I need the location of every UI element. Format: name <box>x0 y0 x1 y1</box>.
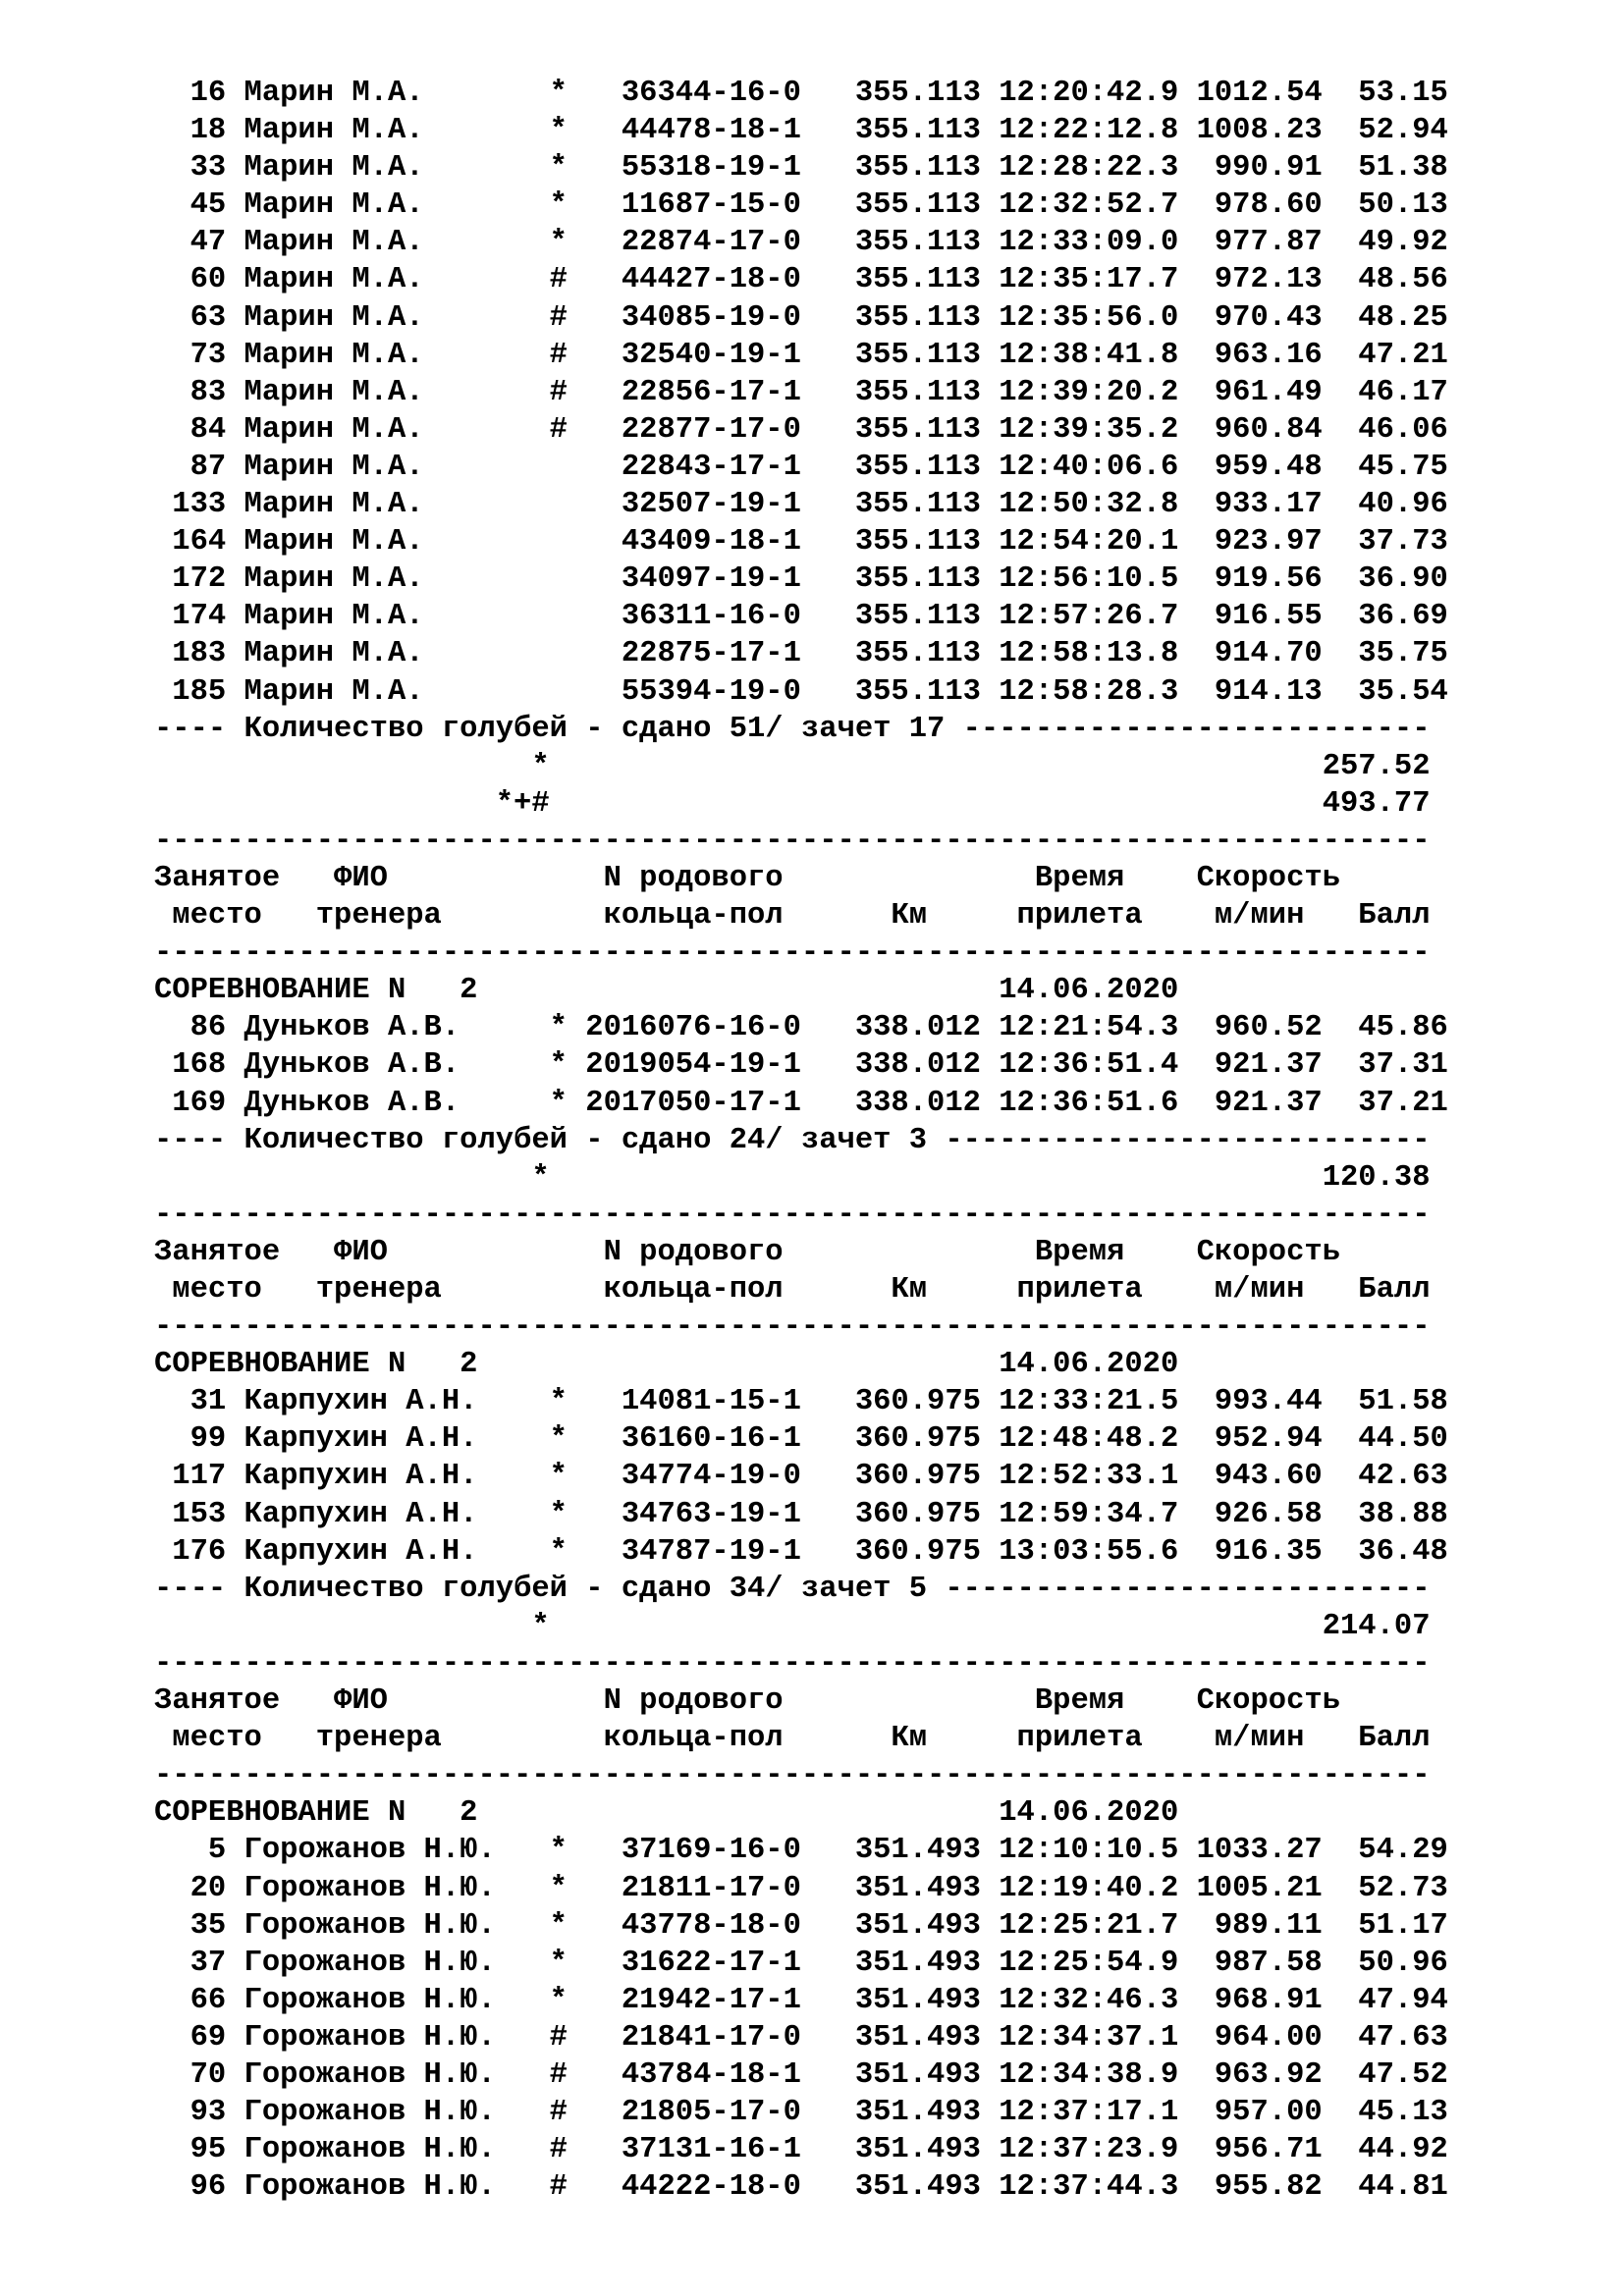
result-row: 95 Горожанов Н.Ю. # 37131-16-1 351.493 12:37:23.9 956.71 44.92 <box>154 2133 1448 2167</box>
summary-line: ---- Количество голубей - сдано 24/ зачет 3 --------------------------- <box>154 1123 1431 1157</box>
result-row: 174 Марин М.А. 36311-16-0 355.113 12:57:26.7 916.55 36.69 <box>154 600 1448 634</box>
column-header: место тренера кольца-пол Км прилета м/мин Балл <box>154 1273 1431 1307</box>
result-row: 93 Горожанов Н.Ю. # 21805-17-0 351.493 12:37:17.1 957.00 45.13 <box>154 2096 1448 2130</box>
result-row: 185 Марин М.А. 55394-19-0 355.113 12:58:28.3 914.13 35.54 <box>154 674 1448 709</box>
separator-line: ----------------------------------------------------------------------- <box>154 1198 1431 1232</box>
result-row: 33 Марин М.А. * 55318-19-1 355.113 12:28:22.3 990.91 51.38 <box>154 151 1448 186</box>
result-row: 133 Марин М.А. 32507-19-1 355.113 12:50:32.8 933.17 40.96 <box>154 488 1448 522</box>
result-row: 47 Марин М.А. * 22874-17-0 355.113 12:33:09.0 977.87 49.92 <box>154 226 1448 260</box>
column-header: Занятое ФИО N родового Время Скорость <box>154 1684 1431 1719</box>
separator-line: ----------------------------------------------------------------------- <box>154 936 1431 971</box>
total-line: *+# 493.77 <box>154 786 1431 821</box>
result-row: 37 Горожанов Н.Ю. * 31622-17-1 351.493 12:25:54.9 987.58 50.96 <box>154 1946 1448 1980</box>
result-row: 164 Марин М.А. 43409-18-1 355.113 12:54:20.1 923.97 37.73 <box>154 525 1448 560</box>
summary-line: ---- Количество голубей - сдано 51/ зачет 17 -------------------------- <box>154 712 1431 746</box>
result-row: 73 Марин М.А. # 32540-19-1 355.113 12:38:41.8 963.16 47.21 <box>154 338 1448 372</box>
result-row: 70 Горожанов Н.Ю. # 43784-18-1 351.493 12:34:38.9 963.92 47.52 <box>154 2057 1448 2092</box>
result-row: 5 Горожанов Н.Ю. * 37169-16-0 351.493 12:10:10.5 1033.27 54.29 <box>154 1834 1448 1868</box>
result-row: 84 Марин М.А. # 22877-17-0 355.113 12:39:35.2 960.84 46.06 <box>154 412 1448 447</box>
result-row: 87 Марин М.А. 22843-17-1 355.113 12:40:06.6 959.48 45.75 <box>154 450 1448 484</box>
result-row: 86 Дуньков А.В. * 2016076-16-0 338.012 12:21:54.3 960.52 45.86 <box>154 1011 1448 1045</box>
result-row: 153 Карпухин А.Н. * 34763-19-1 360.975 12:59:34.7 926.58 38.88 <box>154 1497 1448 1531</box>
result-row: 168 Дуньков А.В. * 2019054-19-1 338.012 12:36:51.4 921.37 37.31 <box>154 1048 1448 1083</box>
separator-line: ----------------------------------------------------------------------- <box>154 1646 1431 1681</box>
result-row: 117 Карпухин А.Н. * 34774-19-0 360.975 12:52:33.1 943.60 42.63 <box>154 1460 1448 1494</box>
separator-line: ----------------------------------------------------------------------- <box>154 1759 1431 1793</box>
result-row: 83 Марин М.А. # 22856-17-1 355.113 12:39:20.2 961.49 46.17 <box>154 375 1448 409</box>
result-row: 60 Марин М.А. # 44427-18-0 355.113 12:35:17.7 972.13 48.56 <box>154 263 1448 297</box>
result-row: 183 Марин М.А. 22875-17-1 355.113 12:58:13.8 914.70 35.75 <box>154 637 1448 671</box>
result-row: 69 Горожанов Н.Ю. # 21841-17-0 351.493 12:34:37.1 964.00 47.63 <box>154 2020 1448 2055</box>
total-line: * 120.38 <box>154 1160 1431 1195</box>
result-row: 18 Марин М.А. * 44478-18-1 355.113 12:22:12.8 1008.23 52.94 <box>154 114 1448 148</box>
column-header: Занятое ФИО N родового Время Скорость <box>154 861 1431 895</box>
result-row: 20 Горожанов Н.Ю. * 21811-17-0 351.493 12:19:40.2 1005.21 52.73 <box>154 1871 1448 1905</box>
result-row: 176 Карпухин А.Н. * 34787-19-1 360.975 13:03:55.6 916.35 36.48 <box>154 1534 1448 1569</box>
result-row: 16 Марин М.А. * 36344-16-0 355.113 12:20:42.9 1012.54 53.15 <box>154 77 1448 110</box>
separator-line: ----------------------------------------------------------------------- <box>154 1310 1431 1345</box>
total-line: * 214.07 <box>154 1609 1431 1643</box>
result-row: 96 Горожанов Н.Ю. # 44222-18-0 351.493 12:37:44.3 955.82 44.81 <box>154 2170 1448 2205</box>
column-header: Занятое ФИО N родового Время Скорость <box>154 1235 1431 1269</box>
result-row: 172 Марин М.А. 34097-19-1 355.113 12:56:10.5 919.56 36.90 <box>154 562 1448 597</box>
result-row: 66 Горожанов Н.Ю. * 21942-17-1 351.493 12:32:46.3 968.91 47.94 <box>154 1983 1448 2017</box>
column-header: место тренера кольца-пол Км прилета м/мин Балл <box>154 1722 1431 1756</box>
result-row: 169 Дуньков А.В. * 2017050-17-1 338.012 12:36:51.6 921.37 37.21 <box>154 1086 1448 1120</box>
result-row: 45 Марин М.А. * 11687-15-0 355.113 12:32:52.7 978.60 50.13 <box>154 188 1448 223</box>
competition-header: СОРЕВНОВАНИЕ N 2 14.06.2020 <box>154 974 1431 1008</box>
column-header: место тренера кольца-пол Км прилета м/мин Балл <box>154 899 1431 934</box>
results-printout <box>154 75 1448 2206</box>
competition-header: СОРЕВНОВАНИЕ N 2 14.06.2020 <box>154 1348 1431 1382</box>
result-row: 99 Карпухин А.Н. * 36160-16-1 360.975 12:48:48.2 952.94 44.50 <box>154 1422 1448 1457</box>
result-row: 63 Марин М.А. # 34085-19-0 355.113 12:35:56.0 970.43 48.25 <box>154 300 1448 335</box>
total-line: * 257.52 <box>154 749 1431 783</box>
result-row: 31 Карпухин А.Н. * 14081-15-1 360.975 12:33:21.5 993.44 51.58 <box>154 1385 1448 1419</box>
competition-header: СОРЕВНОВАНИЕ N 2 14.06.2020 <box>154 1796 1431 1831</box>
result-row: 35 Горожанов Н.Ю. * 43778-18-0 351.493 12:25:21.7 989.11 51.17 <box>154 1908 1448 1943</box>
separator-line: ----------------------------------------------------------------------- <box>154 824 1431 858</box>
summary-line: ---- Количество голубей - сдано 34/ зачет 5 --------------------------- <box>154 1572 1431 1606</box>
